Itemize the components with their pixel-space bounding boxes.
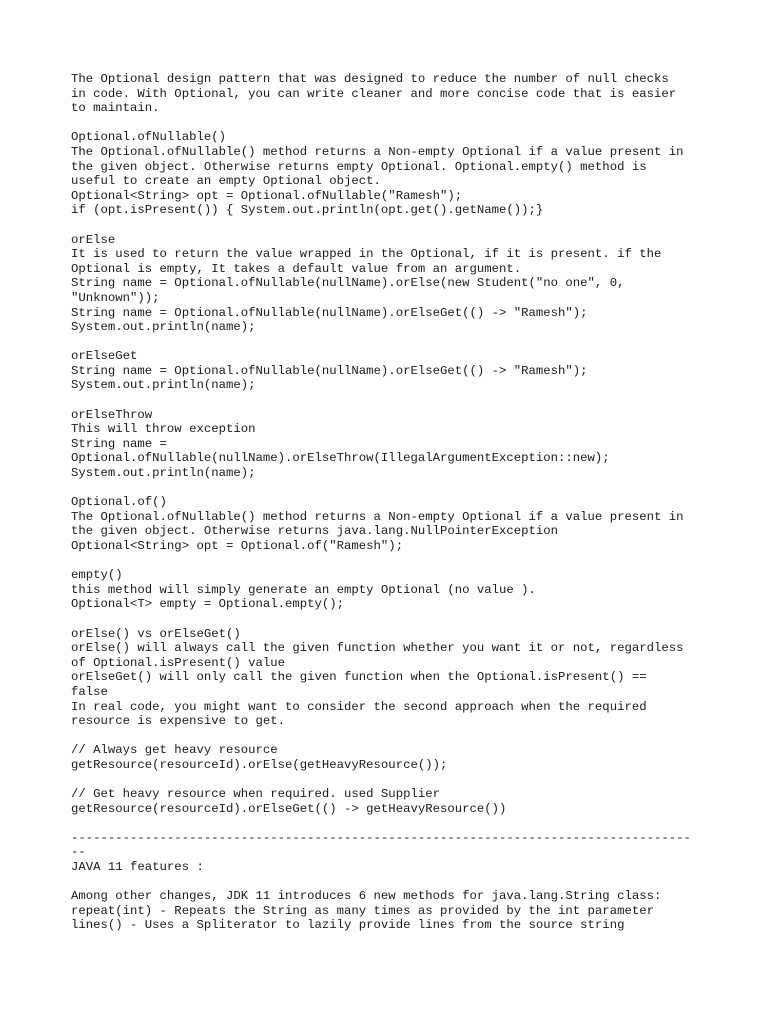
- text-line: String name = Optional.ofNullable(nullName).orElse(new Student("no one", 0,: [71, 276, 625, 291]
- text-line: String name = Optional.ofNullable(nullName).orElseGet(() -> "Ramesh");: [71, 363, 588, 378]
- text-line: repeat(int) - Repeats the String as many times as provided by the int parameter: [71, 903, 654, 918]
- text-line: Optional<T> empty = Optional.empty();: [71, 597, 345, 612]
- text-line: It is used to return the value wrapped in the Optional, if it is present. if the: [71, 247, 662, 262]
- text-line: The Optional design pattern that was designed to reduce the number of null checks: [71, 72, 669, 86]
- text-line: JAVA 11 features :: [71, 860, 204, 875]
- text-line: The Optional.ofNullable() method returns a Non-empty Optional if a value present in: [71, 509, 684, 524]
- text-line: // Always get heavy resource: [71, 743, 278, 758]
- text-line: orElse() will always call the given function whether you want it or not, regardless: [71, 641, 684, 656]
- text-line: of Optional.isPresent() value: [71, 655, 286, 670]
- blank-line: [71, 554, 711, 569]
- text-line: orElse() vs orElseGet(): [71, 626, 241, 641]
- text-line: empty(): [71, 568, 123, 583]
- text-line: resource is expensive to get.: [71, 714, 286, 729]
- blank-line: [71, 816, 711, 831]
- text-line: String name = Optional.ofNullable(nullName).orElseGet(() -> "Ramesh");: [71, 305, 588, 320]
- text-line: Optional.ofNullable(): [71, 130, 226, 145]
- text-line: "Unknown"));: [71, 290, 160, 305]
- text-line: // Get heavy resource when required. used Supplier: [71, 787, 440, 802]
- text-line: getResource(resourceId).orElseGet(() -> getHeavyResource()): [71, 801, 507, 816]
- text-line: Optional.ofNullable(nullName).orElseThrow(IllegalArgumentException::new);: [71, 451, 610, 466]
- text-line: System.out.println(name);: [71, 320, 256, 335]
- blank-line: [71, 393, 711, 408]
- text-line: Optional is empty, It takes a default value from an argument.: [71, 261, 522, 276]
- blank-line: [71, 729, 711, 744]
- text-line: orElseGet() will only call the given function when the Optional.isPresent() ==: [71, 670, 647, 685]
- text-line: String name =: [71, 436, 167, 451]
- blank-line: [71, 773, 711, 788]
- text-line: orElse: [71, 232, 116, 247]
- text-line: The Optional.ofNullable() method returns a Non-empty Optional if a value present in: [71, 144, 684, 159]
- text-line: Optional.of(): [71, 495, 167, 510]
- blank-line: [71, 218, 711, 233]
- blank-line: [71, 612, 711, 627]
- text-line: --: [71, 845, 86, 860]
- blank-line: [71, 481, 711, 496]
- blank-line: [71, 116, 711, 131]
- text-line: This will throw exception: [71, 422, 256, 437]
- text-line: Optional<String> opt = Optional.of("Ramesh");: [71, 539, 404, 553]
- text-line: this method will simply generate an empty Optional (no value ).: [71, 582, 536, 597]
- blank-line: [71, 875, 711, 890]
- text-line: ------------------------------------------------------------------------------------: [71, 830, 691, 845]
- text-line: to maintain.: [71, 101, 160, 116]
- text-line: in code. With Optional, you can write cleaner and more concise code that is easier: [71, 86, 677, 101]
- blank-line: [71, 335, 711, 350]
- text-line: getResource(resourceId).orElse(getHeavyResource());: [71, 757, 448, 772]
- text-line: lines() - Uses a Spliterator to lazily provide lines from the source string: [71, 918, 625, 933]
- text-line: Among other changes, JDK 11 introduces 6 new methods for java.lang.String class:: [71, 889, 662, 904]
- text-line: System.out.println(name);: [71, 378, 256, 393]
- text-line: the given object. Otherwise returns empty Optional. Optional.empty() method is: [71, 159, 647, 174]
- text-line: orElseGet: [71, 349, 138, 364]
- document-page: [71, 72, 711, 933]
- text-line: false: [71, 684, 108, 699]
- text-line: orElseThrow: [71, 407, 153, 422]
- text-line: the given object. Otherwise returns java.lang.NullPointerException: [71, 524, 559, 539]
- text-line: System.out.println(name);: [71, 466, 256, 481]
- text-line: useful to create an empty Optional object.: [71, 174, 381, 189]
- text-line: if (opt.isPresent()) { System.out.println(opt.get().getName());}: [71, 203, 544, 218]
- text-line: Optional<String> opt = Optional.ofNullable("Ramesh");: [71, 188, 463, 203]
- text-line: In real code, you might want to consider the second approach when the required: [71, 699, 647, 714]
